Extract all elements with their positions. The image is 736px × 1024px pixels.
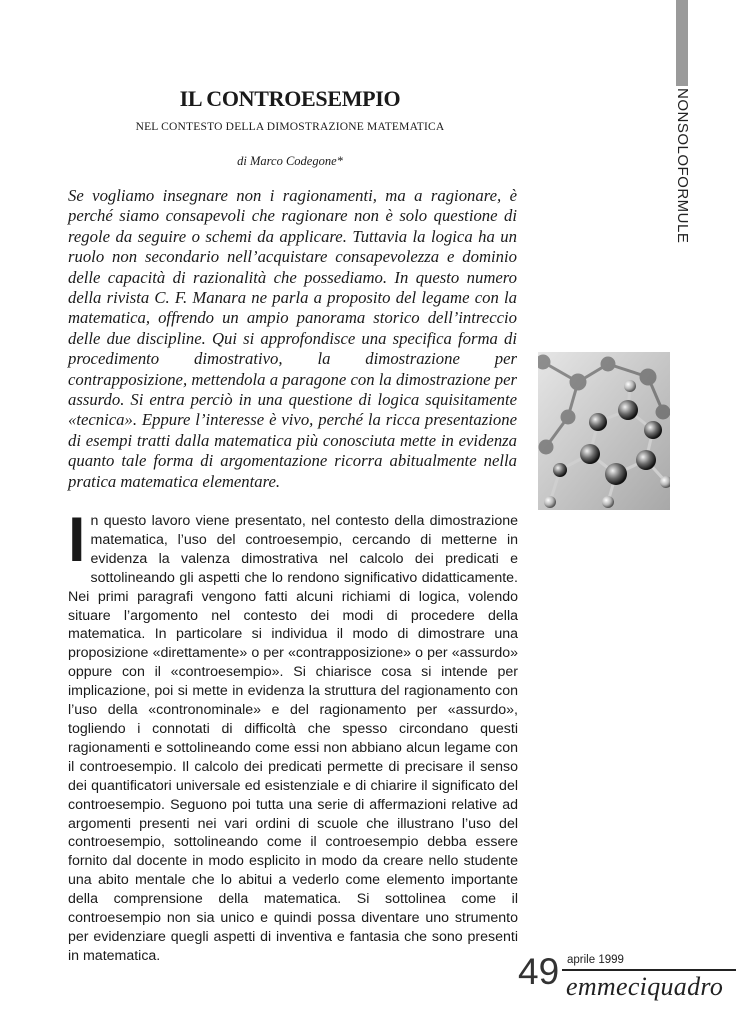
section-marker-bar bbox=[676, 0, 688, 86]
article-body-text: n questo lavoro viene presentato, nel contesto della dimostrazione matematica, l’uso del controesempio, cercando di metterne in evidenza la valenza dimostrativa nel calcolo dei predicati e sottolineando gli aspetti che lo rendono significativo didatticamente. Nei primi paragrafi vengono fatti alcuni richiami di logica, volendo situare l’argomento nel contesto dei modi di procedere della matematica. In particolare si individua il modo di dimostrare una proposizione «direttamente» o per «contrapposizione» o per «assurdo» oppure con il «controesempio». Si chiarisce cosa si intende per implicazione, poi si mette in evidenza la struttura del ragionamento con l’uso della «contronominale» e del ragionamento per «assurdo», togliendo i connotati di difficoltà che spesso circondano questi ragionamenti e sottolineando come essi non abbiano alcun legame con il controesempio. Il calcolo dei predicati permette di precisare il senso dei quantificatori universale ed esistenziale e di chiarire il significato del controesempio. Seguono poi tutta una serie di affermazioni relative ad argomenti presenti nei vari ordini di scuole che illustrano l’uso del controesempio, sottolineando come il controesempio debba essere fornito dal docente in modo esplicito in modo da creare nello studente una abito mentale che lo abitui a vederlo come elemento importante della comprensione della matematica. Si sottolinea come il controesempio non sia unico e quindi possa diventare uno strumento per evidenziare quegli aspetti di inventiva e fantasia che sono presenti in matematica. bbox=[68, 513, 518, 964]
footer-divider bbox=[562, 969, 736, 971]
article-subtitle: NEL CONTESTO DELLA DIMOSTRAZIONE MATEMATICA bbox=[135, 121, 445, 133]
molecule-model-image bbox=[538, 352, 670, 510]
article-body bbox=[68, 505, 518, 966]
article-author: di Marco Codegone* bbox=[237, 154, 343, 168]
drop-cap: I bbox=[68, 505, 86, 575]
section-label: NONSOLOFORMULE bbox=[674, 88, 691, 244]
page-number: 49 bbox=[518, 951, 560, 992]
article-title: IL CONTROESEMPIO bbox=[179, 86, 401, 111]
issue-date: aprile 1999 bbox=[567, 954, 624, 966]
article-abstract: Se vogliamo insegnare non i ragionamenti, ma a ragionare, è perché siamo consapevoli che ragionare non è solo questione di regole da seguire o schemi da applicare. Tuttavia la logica ha un ruolo non secondario nell’acquistare consapevolezza e dominio delle capacità di razionalità che possediamo. In questo numero della rivista C. F. Manara ne parla a proposito del legame con la matematica, offrendo un ampio panorama storico dell’intreccio delle due discipline. Qui si approfondisce una specifica forma di procedimento dimostrativo, la dimostrazione per contrapposizione, mettendola a paragone con la dimostrazione per assurdo. Si entra perciò in una questione di logica squisitamente «tecnica». Eppure l’interesse è vivo, perché la ricca presentazione di esempi tratti dalla matematica più conosciuta mette in evidenza quanto tale forma di argomentazione ricorra abitualmente nella pratica matematica elementare. bbox=[68, 186, 517, 491]
molecule-photo bbox=[538, 352, 670, 510]
magazine-name: emmeciquadro bbox=[566, 972, 724, 1001]
